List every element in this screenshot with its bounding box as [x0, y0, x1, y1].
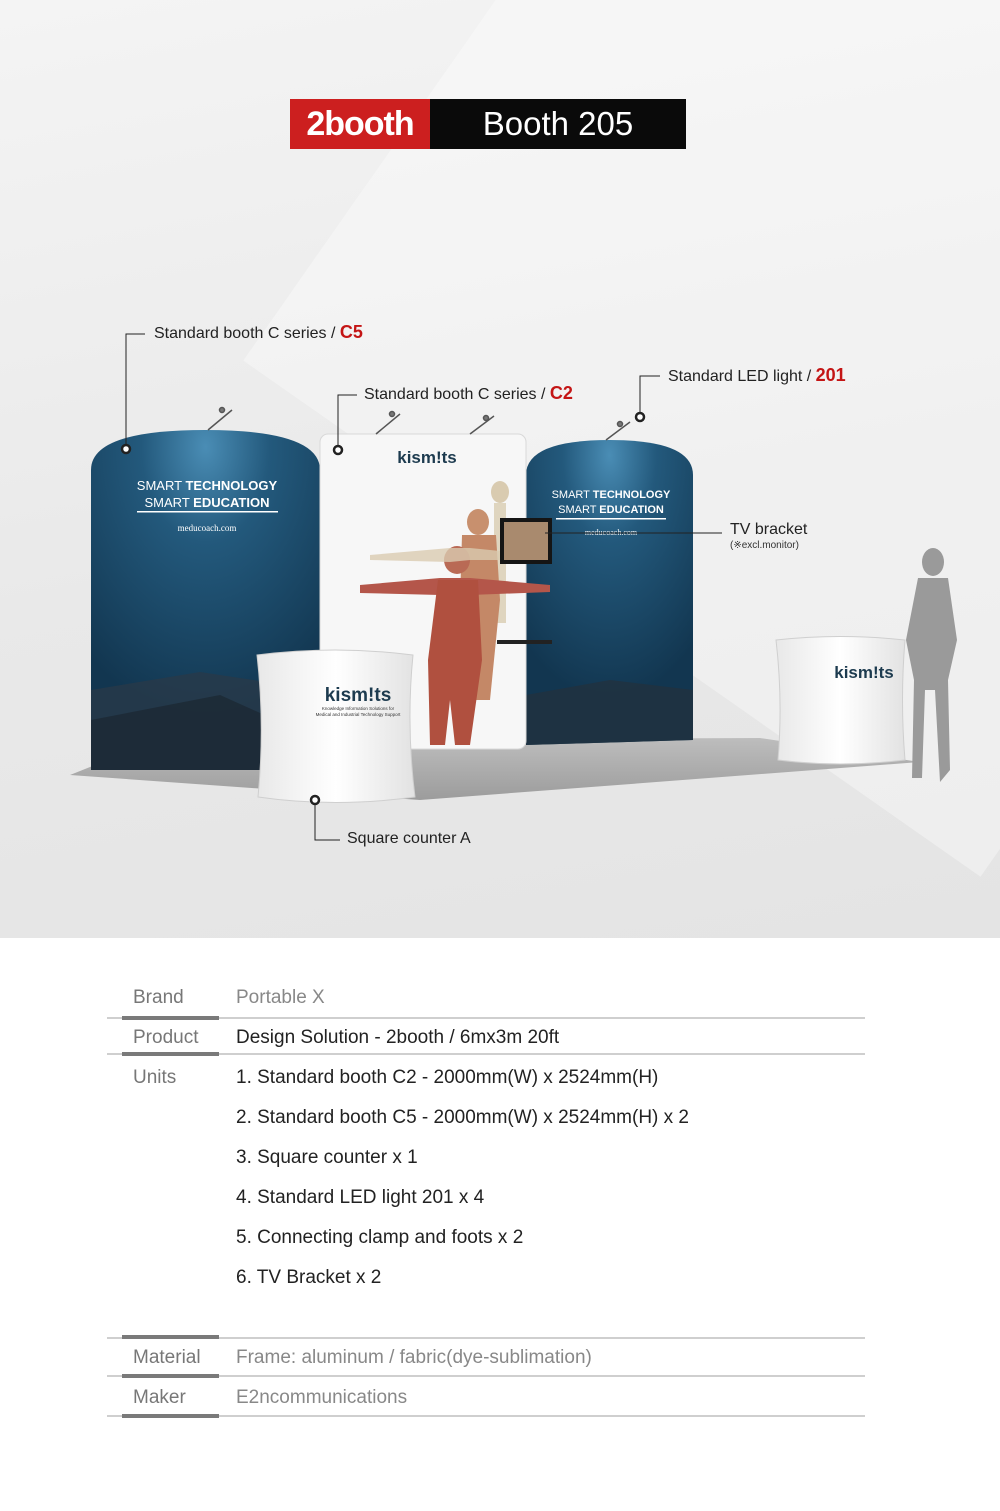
spec-row-units — [107, 1058, 865, 1298]
callout-square-counter — [347, 830, 471, 848]
spec-label-material: Material — [133, 1347, 201, 1368]
spec-label-units: Units — [133, 1067, 177, 1088]
units-item: 3. Square counter x 1 — [236, 1147, 418, 1168]
spec-units-list — [219, 1058, 865, 1298]
callout-booth-c5 — [154, 322, 363, 343]
left-wall-headline-2: SMART EDUCATION — [144, 495, 270, 510]
right-wall-headline-2: SMART EDUCATION — [558, 504, 664, 516]
right-wall-headline-1: SMART TECHNOLOGY — [551, 489, 671, 501]
spec-label-maker: Maker — [133, 1387, 186, 1408]
callout-square-counter-text: Square counter A — [347, 830, 471, 847]
human-silhouette — [906, 548, 957, 782]
spec-value-material: Frame: aluminum / fabric(dye-sublimation) — [236, 1347, 592, 1368]
right-counter — [776, 637, 905, 765]
divider — [107, 1375, 865, 1377]
callout-booth-c2 — [364, 383, 573, 404]
callout-led-light-text: Standard LED light / — [668, 368, 816, 385]
callout-tv-bracket-note: (※excl.monitor) — [730, 540, 799, 551]
tv-screen — [504, 522, 548, 560]
callout-booth-c5-code: C5 — [339, 322, 363, 342]
counter-tagline-1: Knowledge Information Solutions for — [321, 706, 395, 711]
spec-row-material — [107, 1338, 865, 1378]
left-wall-headline-1: SMART TECHNOLOGY — [136, 478, 278, 493]
counter-logo: kism!ts — [324, 685, 392, 706]
spec-row-product — [107, 1018, 865, 1058]
spec-row-brand — [107, 978, 865, 1018]
callout-tv-bracket-text: TV bracket — [730, 521, 808, 538]
callout-booth-c2-text: Standard booth C series / — [364, 386, 550, 403]
spec-value-maker: E2ncommunications — [236, 1387, 408, 1408]
units-item: 5. Connecting clamp and foots x 2 — [236, 1227, 524, 1248]
spec-value-brand: Portable X — [236, 987, 325, 1008]
units-item: 6. TV Bracket x 2 — [236, 1267, 382, 1288]
callout-led-light-code: 201 — [815, 365, 846, 385]
divider — [107, 1415, 865, 1417]
spec-row-maker — [107, 1378, 865, 1418]
right-counter-logo: kism!ts — [834, 663, 894, 682]
right-wall-url: meducoach.com — [584, 528, 638, 537]
left-wall-url: meducoach.com — [177, 523, 237, 533]
spec-value-product: Design Solution - 2booth / 6mx3m 20ft — [236, 1027, 560, 1048]
spec-label-brand: Brand — [133, 987, 184, 1008]
callout-booth-c2-code: C2 — [549, 383, 573, 403]
callout-led-light — [668, 365, 846, 386]
left-wall-divider — [137, 511, 278, 513]
square-counter-a — [257, 650, 415, 803]
side-table-top — [497, 640, 552, 644]
callout-tv-bracket — [730, 521, 807, 551]
center-wall-logo: kism!ts — [397, 448, 457, 467]
units-item: 2. Standard booth C5 - 2000mm(W) x 2524mm(H) x 2 — [236, 1107, 690, 1128]
right-wall-divider — [556, 518, 666, 520]
counter-tagline-2: Medical and Industrial Technology Support — [315, 712, 401, 717]
label-tab — [122, 1414, 219, 1418]
brand-logo: 2booth — [290, 99, 430, 149]
units-item: 1. Standard booth C2 - 2000mm(W) x 2524mm(H) — [236, 1067, 659, 1088]
callout-booth-c5-text: Standard booth C series / — [154, 325, 340, 342]
divider — [107, 1053, 865, 1055]
spec-table — [107, 978, 865, 1418]
label-tab — [122, 1052, 219, 1056]
units-item: 4. Standard LED light 201 x 4 — [236, 1187, 485, 1208]
spec-label-product: Product — [133, 1027, 199, 1048]
booth-title: Booth 205 — [430, 99, 686, 149]
